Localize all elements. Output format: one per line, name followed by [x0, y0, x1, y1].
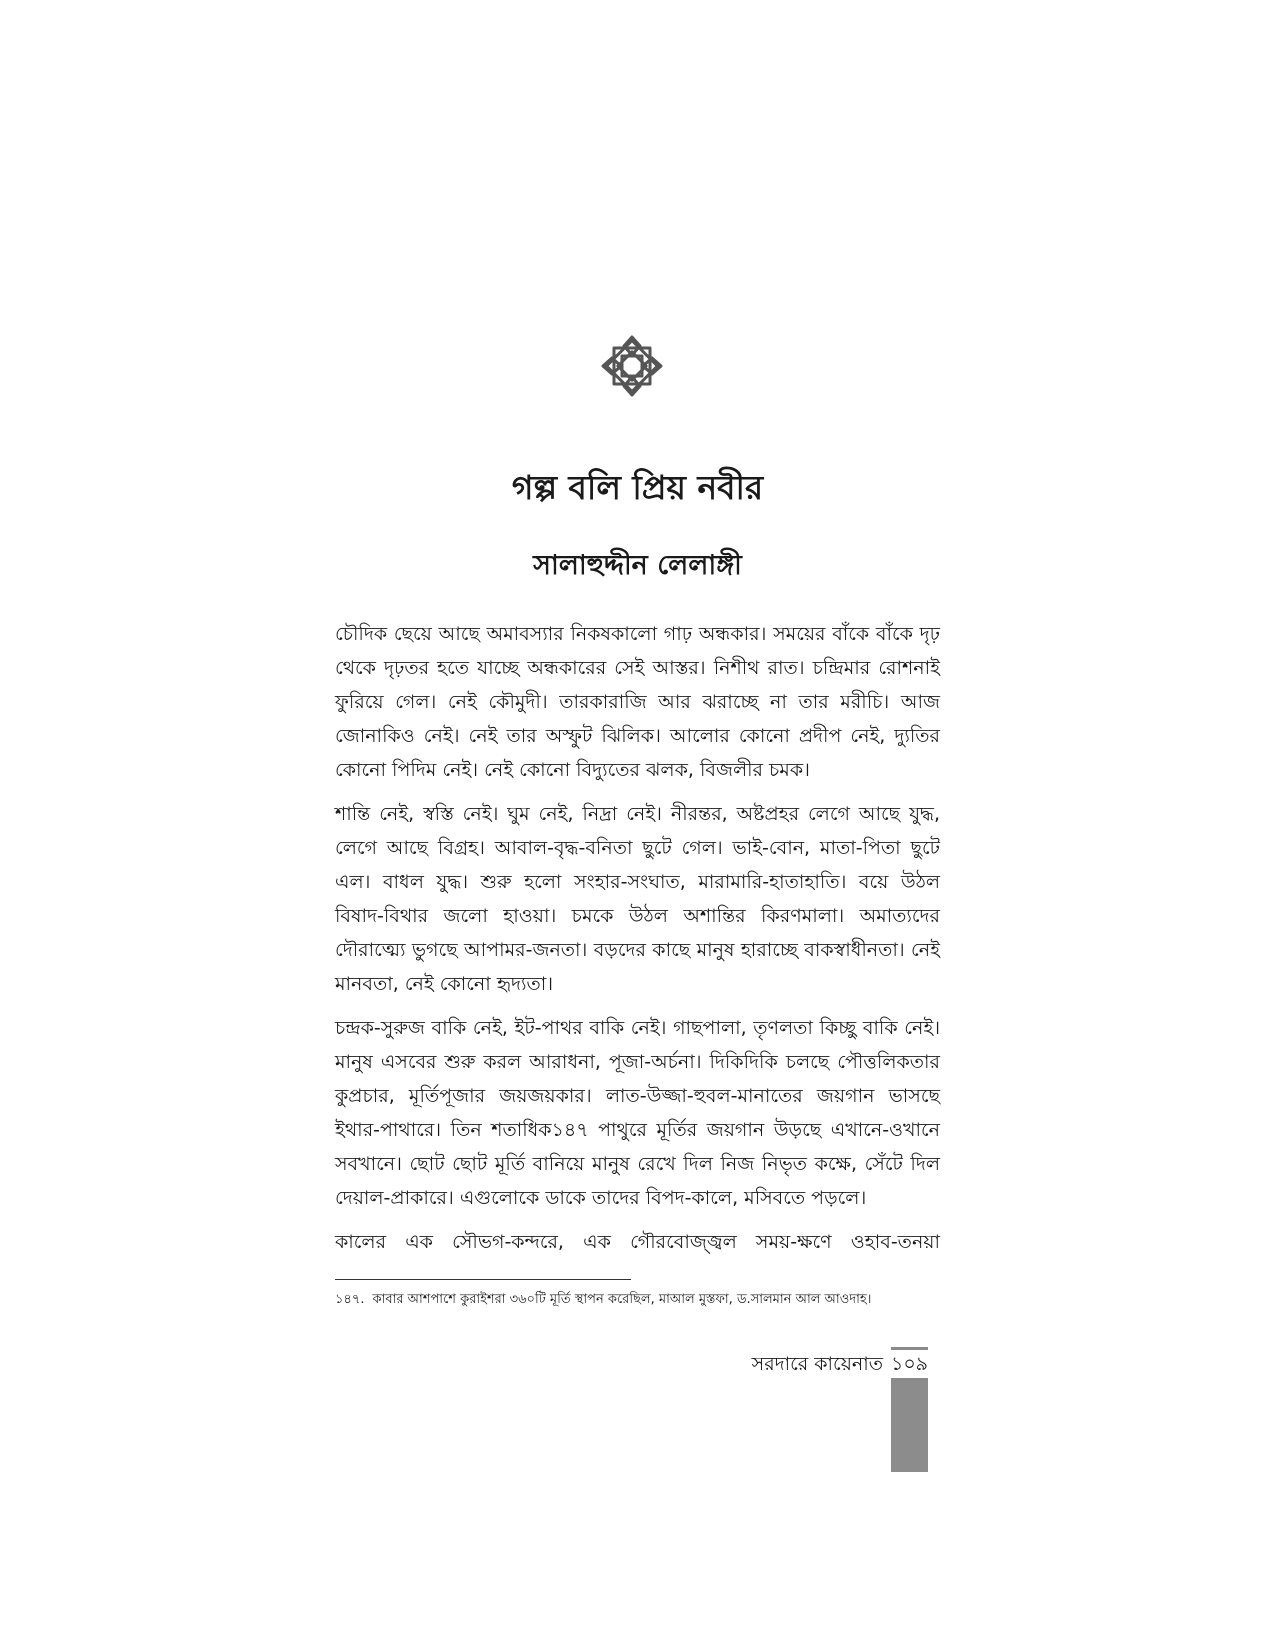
body-paragraph: কালের এক সৌভগ-কন্দরে, এক গৌরবোজ্জ্বল সময়-ক্ষণে ওহাব-তনয়া [335, 1231, 940, 1253]
page-number: ১০৯ [891, 1347, 928, 1381]
footnote-text: কাবার আশপাশে কুরাইশরা ৩৬০টি মূর্তি স্থাপন করেছিল, মাআল মুস্তফা, ড.সালমান আল আওদাহ। [372, 1292, 872, 1307]
body-paragraph: শান্তি নেই, স্বস্তি নেই। ঘুম নেই, নিদ্রা নেই। নীরন্তর, অষ্টপ্রহর লেগে আছে যুদ্ধ, লেগে আছে বিগ্রহ। আবাল-বৃদ্ধ-বনিতা ছুটে গেল। ভাই-বোন, মাতা-পিতা ছুটে এল। বাধল যুদ্ধ। শুরু হলো সংহার-সংঘাত, মারামারি-হাতাহাতি। বয়ে উঠল বিষাদ-বিথার জলো হাওয়া। চমকে উঠল অশান্তির কিরণমালা। অমাত্যদের দৌরাত্ম্যে ভুগছে আপামর-জনতা। বড়দের কাছে মানুষ হারাচ্ছে বাকস্বাধীনতা। নেই মানবতা, নেই কোনো হৃদ্যতা। [335, 803, 940, 995]
footnote-number: ১৪৭. [335, 1292, 365, 1307]
star-knot-ornament-icon [600, 334, 664, 398]
footnote-divider [335, 1279, 631, 1280]
body-text [335, 617, 940, 1269]
chapter-author: সালাহুদ্দীন লেলাঙ্গী [533, 550, 742, 581]
body-paragraph: চৌদিক ছেয়ে আছে অমাবস্যার নিকষকালো গাঢ় অন্ধকার। সময়ের বাঁকে বাঁকে দৃঢ় থেকে দৃঢ়তর হতে যাচ্ছে অন্ধকারের সেই আস্তর। নিশীথ রাত। চন্দ্রিমার রোশনাই ফুরিয়ে গেল। নেই কৌমুদী। তারকারাজি আর ঝরাচ্ছে না তার মরীচি। আজ জোনাকিও নেই। নেই তার অস্ফুট ঝিলিক। আলোর কোনো প্রদীপ নেই, দ্যুতির কোনো পিদিম নেই। নেই কোনো বিদ্যুতের ঝলক, বিজলীর চমক। [335, 623, 940, 781]
body-paragraph: চন্দ্রক-সুরুজ বাকি নেই, ইট-পাথর বাকি নেই। গাছপালা, তৃণলতা কিচ্ছু বাকি নেই। মানুষ এসবের শুরু করল আরাধনা, পূজা-অর্চনা। দিকিদিকি চলছে পৌত্তলিকতার কুপ্রচার, মূর্তিপূজার জয়জয়কার। লাত-উজ্জা-হুবল-মানাতের জয়গান ভাসছে ইথার-পাথারে। তিন শতাধিক১৪৭ পাথুরে মূর্তির জয়গান উড়ছে এখানে-ওখানে সবখানে। ছোট ছোট মূর্তি বানিয়ে মানুষ রেখে দিল নিজ নিভৃত কক্ষে, সেঁটে দিল দেয়াল-প্রাকারে। এগুলোকে ডাকে তাদের বিপদ-কালে, মসিবতে পড়লে। [335, 1017, 940, 1209]
running-footer-book-title: সরদারে কায়েনাত [751, 1353, 883, 1375]
chapter-title: গল্প বলি প্রিয় নবীর [511, 468, 764, 507]
thumb-tab [891, 1381, 928, 1472]
footnote [335, 1290, 955, 1310]
